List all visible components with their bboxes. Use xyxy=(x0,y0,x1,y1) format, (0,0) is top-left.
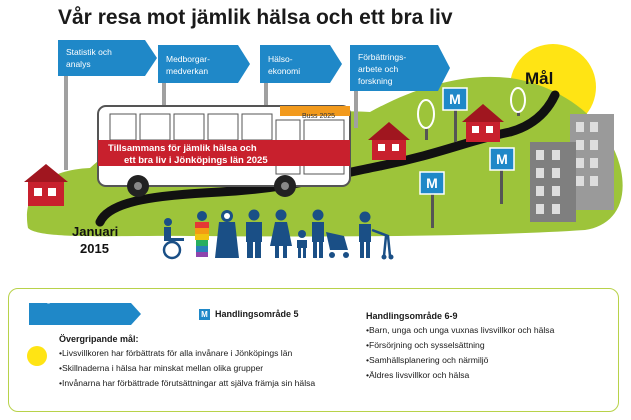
sign-line: forskning xyxy=(358,76,393,86)
area-6-9-item: •Äldres livsvillkor och hälsa xyxy=(366,370,470,380)
overall-goal-item: •Skillnaderna i hälsa har minskat mellan olika grupper xyxy=(59,363,264,373)
goal-sun-dot xyxy=(27,346,47,366)
area-6-9-item: •Barn, unga och unga vuxnas livsvillkor och hälsa xyxy=(366,325,555,335)
legend-box xyxy=(8,288,619,412)
person-child xyxy=(297,230,307,258)
sign-line: analys xyxy=(66,59,91,69)
m-marker-letter: M xyxy=(426,175,438,191)
sign-line: ekonomi xyxy=(268,66,301,76)
legend-m-icon: M xyxy=(199,309,210,320)
area-6-9-item: •Försörjning och sysselsättning xyxy=(366,340,485,350)
sign-line: Statistik och xyxy=(66,47,112,57)
house-left xyxy=(24,164,68,206)
bus-number: Buss 2025 xyxy=(302,113,336,120)
page-title: Vår resa mot jämlik hälsa och ett bra liv xyxy=(58,6,453,29)
start-label-line: Januari xyxy=(72,224,119,239)
legend-m-label: Handlingsområde 5 xyxy=(215,309,299,319)
area-6-9-heading: Handlingsområde 6-9 xyxy=(366,311,458,321)
legend-tag-arrow xyxy=(29,303,141,325)
bus-banner-line: ett bra liv i Jönköpings län 2025 xyxy=(124,155,268,166)
bus xyxy=(98,106,350,197)
goal-label: Mål xyxy=(525,69,554,88)
overall-goals-heading: Övergripande mål: xyxy=(59,334,139,344)
sign-line: medverkan xyxy=(166,66,209,76)
building-back xyxy=(570,114,614,210)
overall-goal-item: •Livsvillkoren har förbättrats för alla invånare i Jönköpings län xyxy=(59,348,293,358)
m-marker-letter: M xyxy=(496,151,508,167)
area-6-9-item: •Samhällsplanering och närmiljö xyxy=(366,355,489,365)
sign-line: arbete och xyxy=(358,64,399,74)
sign-line: Medborgar- xyxy=(166,54,210,64)
sign-line: Förbättrings- xyxy=(358,52,407,62)
start-label-line: 2015 xyxy=(80,241,109,256)
m-marker-letter: M xyxy=(449,91,461,107)
legend-tag-label: Handlingsområde 1-4 xyxy=(15,294,102,304)
bus-banner-line: Tillsammans för jämlik hälsa och xyxy=(108,143,257,154)
overall-goal-item: •Invånarna har förbättrade förutsättningar att själva främja sin hälsa xyxy=(59,378,316,388)
building-front xyxy=(530,142,576,222)
sign-line: Hälso- xyxy=(268,54,293,64)
